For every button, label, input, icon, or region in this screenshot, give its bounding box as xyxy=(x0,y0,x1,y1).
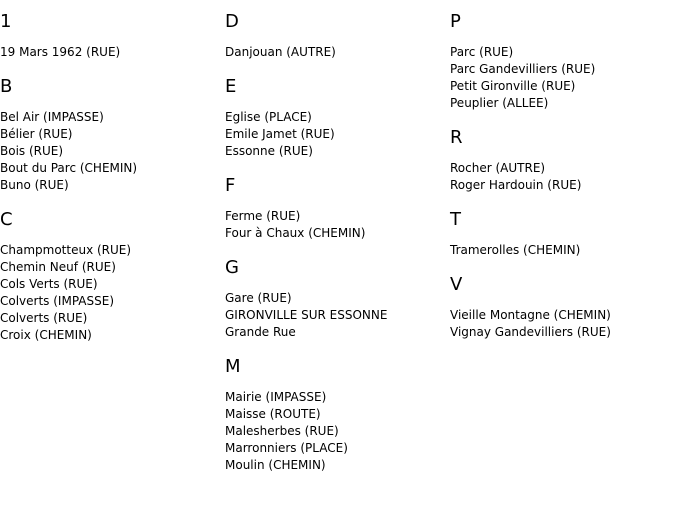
street-link[interactable]: Ferme (RUE) xyxy=(225,209,301,223)
letter-group xyxy=(225,355,445,474)
street-link[interactable]: Marronniers (PLACE) xyxy=(225,441,348,455)
street-list xyxy=(225,389,445,474)
street-link[interactable]: Bout du Parc (CHEMIN) xyxy=(0,161,138,175)
street-list xyxy=(450,44,670,112)
street-link[interactable]: Mairie (IMPASSE) xyxy=(225,390,327,404)
letter-heading: V xyxy=(450,274,463,295)
street-link[interactable]: Essonne (RUE) xyxy=(225,144,313,158)
street-index-column xyxy=(225,10,445,488)
street-link[interactable]: 19 Mars 1962 (RUE) xyxy=(0,45,121,59)
letter-heading: T xyxy=(450,209,461,230)
letter-group xyxy=(225,75,445,160)
street-list xyxy=(225,109,445,160)
street-link[interactable]: Roger Hardouin (RUE) xyxy=(450,178,582,192)
letter-heading: M xyxy=(225,356,241,377)
street-link[interactable]: Four à Chaux (CHEMIN) xyxy=(225,226,366,240)
street-list xyxy=(225,44,445,61)
letter-group xyxy=(225,256,445,341)
street-link[interactable]: Colverts (IMPASSE) xyxy=(0,294,114,308)
street-link[interactable]: Bois (RUE) xyxy=(0,144,64,158)
letter-heading: G xyxy=(225,257,239,278)
street-link[interactable]: Vignay Gandevilliers (RUE) xyxy=(450,325,611,339)
street-index-column xyxy=(450,10,670,355)
street-link[interactable]: Croix (CHEMIN) xyxy=(0,328,92,342)
letter-group xyxy=(0,75,220,194)
street-list xyxy=(450,307,670,341)
street-list xyxy=(450,160,670,194)
street-link[interactable]: Buno (RUE) xyxy=(0,178,69,192)
street-link[interactable]: Petit Gironville (RUE) xyxy=(450,79,576,93)
street-link[interactable]: Grande Rue xyxy=(225,325,296,339)
street-link[interactable]: Eglise (PLACE) xyxy=(225,110,312,124)
letter-group xyxy=(225,174,445,242)
street-link[interactable]: Champmotteux (RUE) xyxy=(0,243,132,257)
street-link[interactable]: Malesherbes (RUE) xyxy=(225,424,339,438)
letter-heading: D xyxy=(225,11,239,32)
street-link[interactable]: GIRONVILLE SUR ESSONNE xyxy=(225,308,388,322)
street-link[interactable]: Bélier (RUE) xyxy=(0,127,73,141)
letter-group xyxy=(0,10,220,61)
letter-group xyxy=(450,208,670,259)
letter-heading: R xyxy=(450,127,463,148)
street-link[interactable]: Parc (RUE) xyxy=(450,45,514,59)
street-list xyxy=(0,109,220,194)
street-link[interactable]: Parc Gandevilliers (RUE) xyxy=(450,62,596,76)
letter-heading: B xyxy=(0,76,13,97)
street-link[interactable]: Rocher (AUTRE) xyxy=(450,161,546,175)
letter-group xyxy=(450,126,670,194)
street-link[interactable]: Maisse (ROUTE) xyxy=(225,407,321,421)
letter-heading: C xyxy=(0,209,13,230)
street-list xyxy=(450,242,670,259)
street-link[interactable]: Tramerolles (CHEMIN) xyxy=(450,243,581,257)
street-link[interactable]: Peuplier (ALLEE) xyxy=(450,96,549,110)
street-list xyxy=(0,242,220,344)
street-link[interactable]: Emile Jamet (RUE) xyxy=(225,127,335,141)
letter-group xyxy=(225,10,445,61)
letter-group xyxy=(0,208,220,344)
letter-heading: E xyxy=(225,76,237,97)
letter-heading: P xyxy=(450,11,461,32)
street-link[interactable]: Vieille Montagne (CHEMIN) xyxy=(450,308,611,322)
street-link[interactable]: Cols Verts (RUE) xyxy=(0,277,98,291)
street-list xyxy=(225,290,445,341)
letter-group xyxy=(450,273,670,341)
street-index-column xyxy=(0,10,220,358)
street-link[interactable]: Gare (RUE) xyxy=(225,291,292,305)
street-list xyxy=(225,208,445,242)
street-link[interactable]: Chemin Neuf (RUE) xyxy=(0,260,116,274)
letter-heading: F xyxy=(225,175,236,196)
letter-group xyxy=(450,10,670,112)
street-list xyxy=(0,44,220,61)
street-link[interactable]: Danjouan (AUTRE) xyxy=(225,45,336,59)
street-link[interactable]: Colverts (RUE) xyxy=(0,311,88,325)
street-link[interactable]: Bel Air (IMPASSE) xyxy=(0,110,104,124)
street-link[interactable]: Moulin (CHEMIN) xyxy=(225,458,326,472)
letter-heading: 1 xyxy=(0,11,12,32)
